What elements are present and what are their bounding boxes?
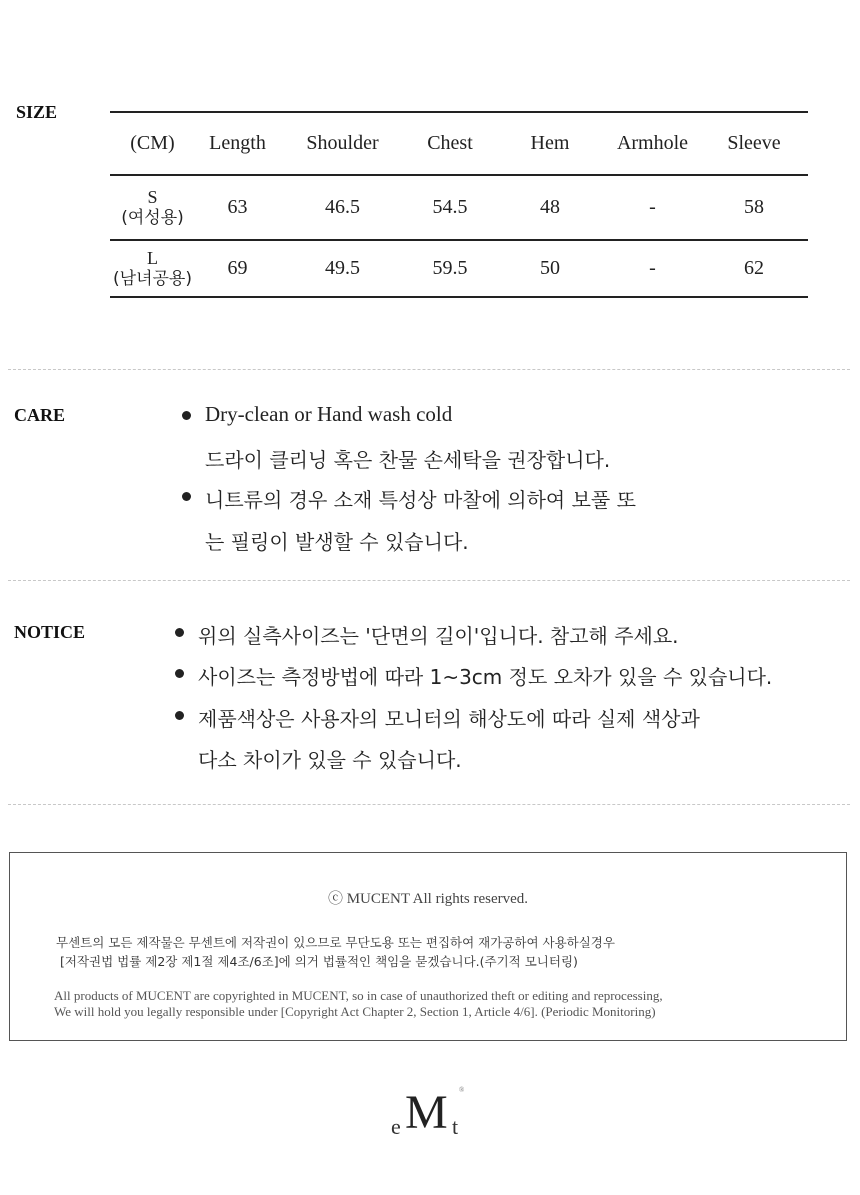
care-section-label: CARE [14,405,66,425]
size-cell [110,240,195,297]
bullet-icon [175,669,184,678]
value-cell: 58 [700,175,808,240]
notice-item-text: 위의 실측사이즈는 '단면의 길이'입니다. 참고해 주세요. [198,624,679,648]
notice-item-text: 다소 차이가 있을 수 있습니다. [198,748,462,772]
care-item-text: Dry-clean or Hand wash cold [205,402,453,426]
notice-item-text: 사이즈는 측정방법에 따라 1~3cm 정도 오차가 있을 수 있습니다. [198,665,773,689]
copyright-korean-line: 무센트의 모든 제작물은 무센트에 저작권이 있으므로 무단도용 또는 편집하여 재가공하여 사용하실경우 [56,935,615,950]
value-cell: - [605,240,700,297]
copyright-notice-box [9,852,847,1041]
bullet-icon [175,628,184,637]
section-divider [8,369,850,370]
registered-mark: ® [459,1086,465,1094]
size-note: (남녀공용) [113,268,192,289]
size-note: (여성용) [121,207,184,228]
copyright-title: ⓒ MUCENT All rights reserved. [327,891,529,907]
value-cell: 54.5 [405,175,495,240]
care-item-text: 니트류의 경우 소재 특성상 마찰에 의하여 보풀 또 [205,488,636,512]
header-armhole: Armhole [605,113,700,175]
section-divider [8,580,850,581]
header-unit: (CM) [110,113,195,175]
care-item-text: 드라이 클리닝 혹은 찬물 손세탁을 권장합니다. [205,448,611,472]
brand-logo [388,1085,478,1145]
size-table-header-row [110,113,808,175]
size-label: L [147,247,158,268]
logo-letter: e [391,1114,401,1139]
size-row-s [110,175,808,240]
header-sleeve: Sleeve [700,113,808,175]
value-cell: 62 [700,240,808,297]
bullet-icon [182,411,191,420]
notice-item-text: 제품색상은 사용자의 모니터의 해상도에 따라 실제 색상과 [198,707,700,731]
copyright-english-line: We will hold you legally responsible under [Copyright Act Chapter 2, Section 1, Article 4/6]. (Periodic Monitoring) [54,1004,656,1019]
logo-letter: M [405,1086,447,1139]
copyright-korean-line: [저작권법 법률 제2장 제1절 제4조/6조]에 의거 법률적인 책임을 묻겠습니다.(주기적 모니터링) [60,954,578,969]
value-cell: 69 [195,240,280,297]
value-cell: 46.5 [280,175,405,240]
bullet-icon [175,711,184,720]
copyright-english-line: All products of MUCENT are copyrighted in MUCENT, so in case of unauthorized theft or editing and reprocessing, [54,988,663,1003]
care-item-text: 는 필링이 발생할 수 있습니다. [205,530,469,554]
value-cell: 48 [495,175,605,240]
value-cell: 50 [495,240,605,297]
value-cell: 49.5 [280,240,405,297]
size-section-label: SIZE [16,102,58,122]
value-cell: - [605,175,700,240]
size-table [110,113,808,298]
notice-section-label: NOTICE [14,622,86,642]
size-row-l [110,240,808,297]
section-divider [8,804,850,805]
header-hem: Hem [495,113,605,175]
size-cell [110,175,195,240]
size-label: S [147,186,158,207]
value-cell: 63 [195,175,280,240]
header-shoulder: Shoulder [280,113,405,175]
header-chest: Chest [405,113,495,175]
value-cell: 59.5 [405,240,495,297]
header-length: Length [195,113,280,175]
logo-letter: t [452,1114,459,1139]
bullet-icon [182,492,191,501]
